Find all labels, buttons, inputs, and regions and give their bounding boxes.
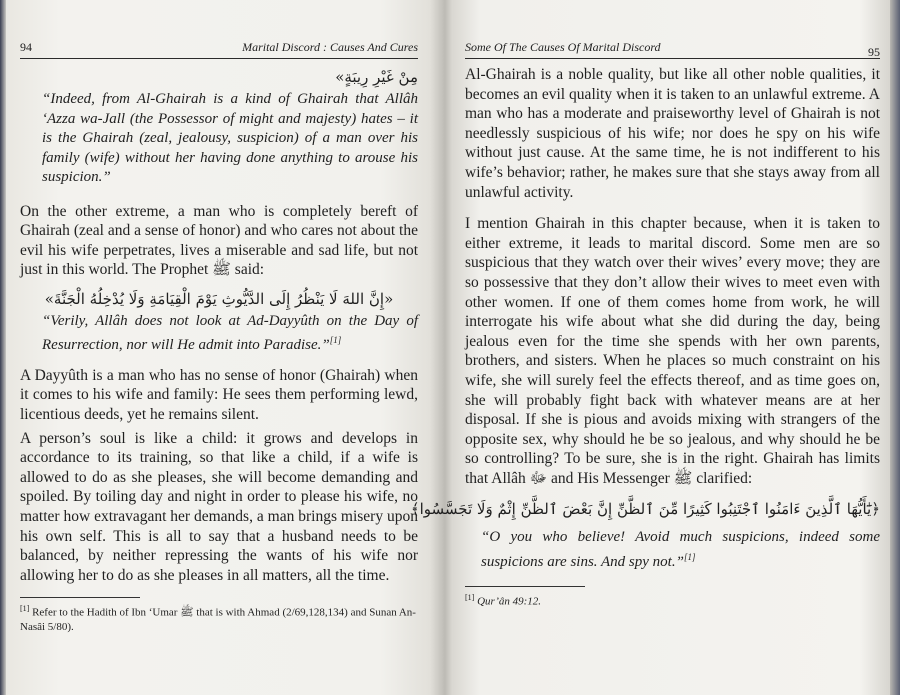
arabic-hadith: «إِنَّ اللهَ لَا يَنْظُرُ إِلَى الدَّيُّوثِ يَوْمَ الْقِيَامَةِ وَلَا يُدْخِلُهُ الْجَنَّةَ»	[44, 289, 394, 308]
paragraph-soul-like-child: A person’s soul is like a child: it grows and develops in accordance to its training, so that like a child, if a wife is allowed to do as she pleases, she will become demanding and spoiled. By toiling day and night in order to please his wife, no matter how extravagant her demands, a man brings misery upon his own self. This is all to say that a husband needs to be balanced, by neither repressing the wants of his wife nor allowing her to do as she pleases in all matters, all the time.	[20, 429, 418, 584]
quote-ghairah: “Indeed, from Al-Ghairah is a kind of Ghairah that Allâh ‘Azza wa-Jall (the Possessor of might and majesty) hates – it is the Ghairah (zeal, jealousy, suspicion) of a man over his family (wife) without her having done anything to arouse his suspicion.”	[42, 91, 418, 185]
footnote-rule	[465, 586, 585, 587]
footnote-ref: [1]	[683, 551, 696, 562]
footnote-marker: [1]	[20, 604, 30, 614]
arabic-text-top: مِنْ غَيْرِ رِيبَةٍ»	[335, 68, 418, 86]
footnote-ref: [1]	[329, 335, 342, 346]
left-page-header	[20, 40, 418, 59]
footnote-rule	[20, 597, 140, 598]
paragraph-noble-quality: Al-Ghairah is a noble quality, but like all other noble qualities, it becomes an evil quality when it is taken to an unlawful extreme. A man who has a moderate and praiseworthy level of Ghairah is not needlessly suspicious of his wife; nor does he spy on his wife without just cause. At the same time, he is not indifferent to his wife’s behavior; rather, he makes sure that she stays away from all unlawful activity.	[465, 66, 880, 201]
paragraph-dayyuth-definition: A Dayyûth is a man who has no sense of honor (Ghairah) when it comes to his wife and family: He sees them performing lewd, licentious deeds, yet he remains silent.	[20, 366, 418, 424]
right-page	[410, 0, 900, 695]
left-running-title: Marital Discord : Causes And Cures	[242, 40, 418, 54]
footnote-right	[465, 591, 880, 609]
right-page-number: 95	[868, 45, 880, 59]
left-page	[0, 0, 440, 695]
paragraph-mention-ghairah: I mention Ghairah in this chapter because, when it is taken to either extreme, it leads to marital discord. Some men are so suspicious that they watch over their wives’ every move; they are so possessive that they don’t allow their wives to meet even with other women. If one of them comes home from work, he will interrogate his wife about what she did during the day, being jealous even for the time she spends with her own parents, brothers, and sisters. When he places so much constraint on his wife, she will surely feel the effects thereof, and as time goes on, she will probably fight back with whatever means are at her disposal. If she is pious and avoids mixing with strangers of the opposite sex, why should he be so jealous, and why should he be so controlling? To be sure, she is in the right. Ghairah has limits that Allâh ﷻ and His Messenger ﷺ clarified:	[465, 215, 880, 487]
footnote-text: Refer to the Hadith of Ibn ‘Umar ﷺ that is with Ahmad (2/69,128,134) and Sunan An-Nasâi 5/80).	[20, 607, 416, 634]
right-page-header	[465, 40, 880, 59]
paragraph-other-extreme: On the other extreme, a man who is completely bereft of Ghairah (zeal and a sense of honor) and who cares not about the evil his wife perpetrates, lives a miserable and sad life, but not just in this world. The Prophet ﷺ said:	[20, 202, 418, 279]
quote-quran-text: “O you who believe! Avoid much suspicions, indeed some suspicions are sins. And spy not.”	[481, 529, 880, 570]
right-running-title: Some Of The Causes Of Marital Discord	[465, 40, 661, 54]
book-cover-edge-right	[890, 0, 900, 695]
left-page-number: 94	[20, 40, 32, 54]
footnote-left	[20, 602, 418, 634]
footnote-marker: [1]	[465, 593, 475, 603]
quote-dayyuth-text: “Verily, Allâh does not look at Ad-Dayyûth on the Day of Resurrection, nor will He admit into Paradise.”	[42, 312, 418, 354]
quote-quran	[465, 528, 880, 572]
footnote-text: Qur’ân 49:12.	[477, 596, 542, 609]
quote-dayyuth	[20, 312, 418, 356]
arabic-quran-verse: ﴿يَٰٓأَيُّهَا ٱلَّذِينَ ءَامَنُوا ٱجْتَنِبُوا كَثِيرًا مِّنَ ٱلظَّنِّ إِنَّ بَعْضَ ٱلظَّنِّ إِثْمٌ وَلَا تَجَسَّسُوا﴾	[410, 500, 880, 519]
